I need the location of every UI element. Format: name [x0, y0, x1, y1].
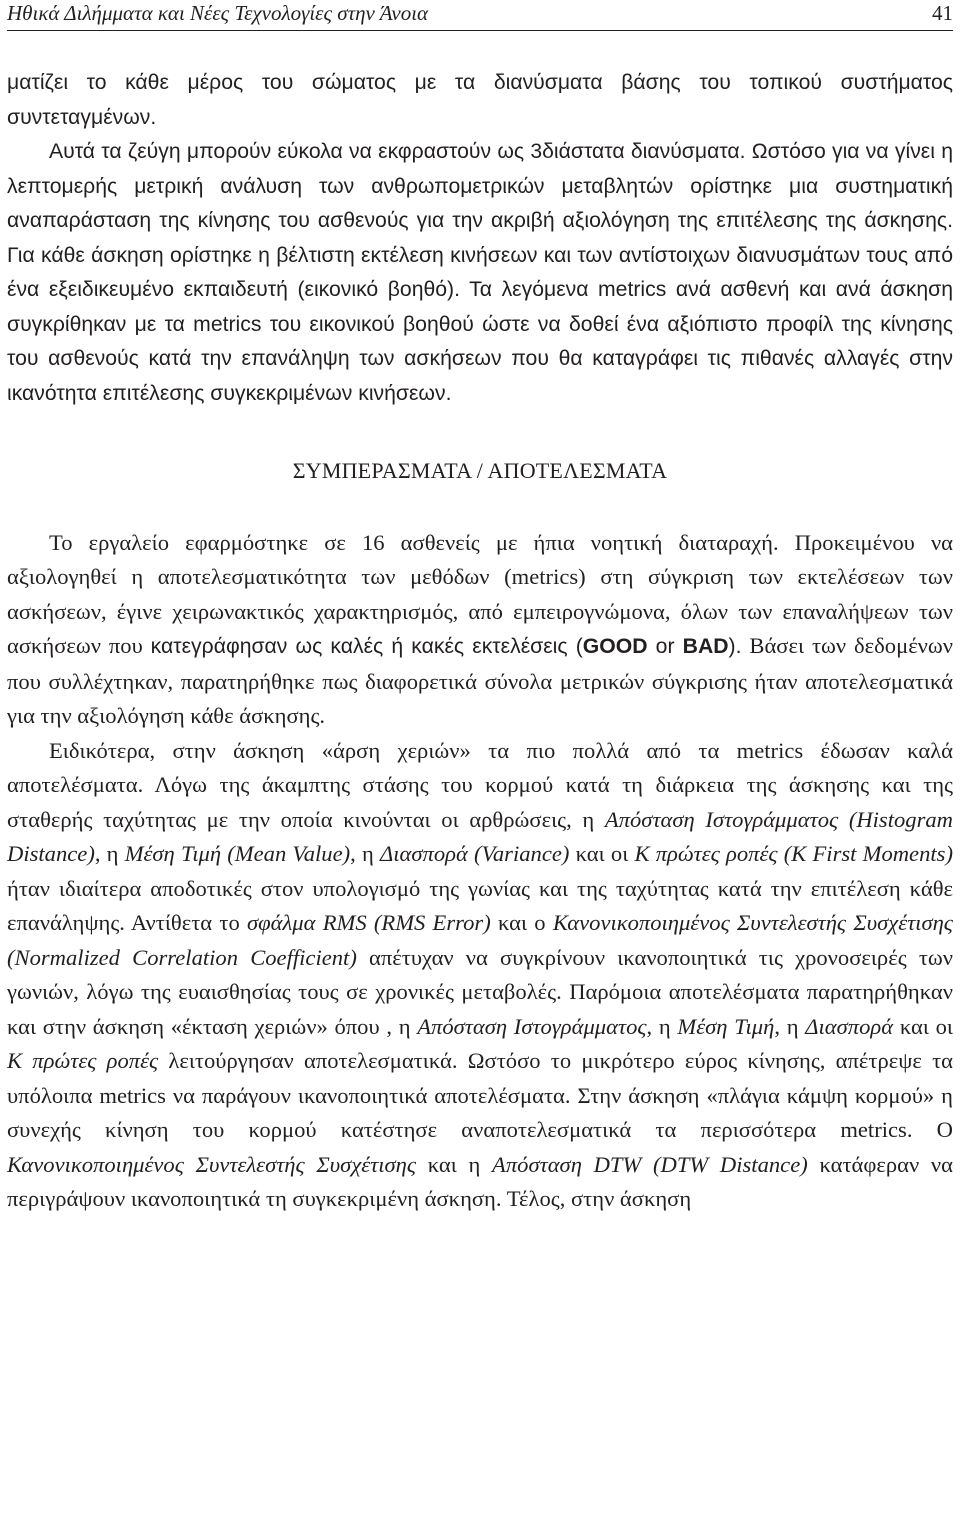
term-mean-value: Μέση Τιμή (Mean Value)	[124, 841, 351, 866]
text-span: και οι	[569, 841, 635, 866]
text-span: Βάσει των δεδομένων που συλλέχτηκαν, παρατηρήθηκε πως διαφορετικά σύνολα μετρικών σύγκρισης ήταν αποτελεσματικά για την αξιολόγηση κάθε άσκησης.	[7, 633, 953, 728]
term-histogram-distance-2: Απόσταση Ιστογράμματος	[417, 1013, 647, 1039]
text-span: και ο	[490, 910, 553, 935]
text-span: ήταν ιδιαίτερα αποδοτικές στον υπολογισμό της γωνίας και της ταχύτητας κατά την επιτέλεση κάθε επανάληψης. Αντίθετα το	[7, 875, 953, 935]
text-span: ματίζει το κάθε μέρος του σώματος με τα διανύσματα βάσης του τοπικού συστήματος συντεταγμένων.	[7, 71, 953, 129]
text-span: απέτυχαν να συγκρίνουν ικανοποιητικά τις χρονοσειρές των γωνιών, λόγω της ευαισθησίας τους σε χρονικές μεταβολές. Παρόμοια αποτελέσματα παρατηρήθηκαν και στην άσκηση «έκταση χεριών» όπου , η	[7, 944, 953, 1039]
paragraph-continuation	[7, 66, 953, 135]
text-span: κατάφεραν να περιγράψουν ικανοποιητικά τη συγκεκριμένη άσκηση. Τέλος, στην άσκηση	[7, 1151, 953, 1211]
term-histogram-distance: Απόσταση Ιστογράμματος (Histogram Distance)	[7, 806, 954, 866]
text-span: Τα λεγόμενα metrics ανά ασθενή και ανά άσκηση συγκρίθηκαν με τα metrics του εικονικού βοηθού ώστε να δοθεί ένα αξιόπιστο προφίλ της κίνησης του ασθενούς κατά την επανάληψη των ασκήσεων που θα καταγράφει τις πιθανές αλλαγές στην ικανότητα επιτέλεσης συγκεκριμένων κινήσεων.	[7, 278, 953, 405]
paragraph-results	[7, 526, 953, 734]
text-span	[151, 635, 742, 658]
text-span: , η	[646, 1013, 678, 1039]
text-span: Ωστόσο για να γίνει η λεπτομερής μετρική ανάλυση των ανθρωπομετρικών μεταβλητών ορίστηκε μια συστηματική αναπαράσταση της κίνησης του ασθενούς για την ακριβή αξιολόγηση της επιτέλεσης της άσκησης. Για κάθε άσκηση ορίστηκε η βέλτιστη εκτέλεση κινήσεων και των αντίστοιχων διανυσμάτων τους από ένα εξειδικευμένο εκπαιδευτή (εικονικό βοηθό).	[7, 140, 954, 301]
text-span: λειτούργησαν αποτελεσματικά. Ωστόσο το μικρότερο εύρος κίνησης, απέτρεψε τα υπόλοιπα metrics να παράγουν ικανοποιητικά αποτελέσματα. Στην άσκηση «πλάγια κάμψη κορμού» η συνεχής κίνηση του κορμού κατέστησε αναποτελεσματικά τα περισσότερα metrics. Ο	[7, 1048, 953, 1142]
paragraph-details	[7, 734, 953, 1217]
text-span: και οι	[893, 1013, 953, 1039]
term-variance: Διασπορά (Variance)	[380, 841, 570, 866]
header-title: Ηθικά Διλήμματα και Νέες Τεχνολογίες στην Άνοια	[7, 1, 429, 25]
text-span: , η	[774, 1013, 806, 1039]
text-span: και η	[416, 1151, 493, 1177]
term-normalized-correlation-2: Κανονικοποιημένος Συντελεστής Συσχέτισης	[7, 1151, 417, 1177]
term-dtw-distance: Απόσταση DTW (DTW Distance)	[492, 1151, 808, 1177]
text-span: or	[647, 635, 683, 658]
term-mean-value-2: Μέση Τιμή	[677, 1013, 775, 1039]
text-span: , η	[350, 841, 380, 866]
text-span: Λόγω της άκαμπτης στάσης του κορμού κατά τη διάρκεια της άσκησης και της σταθερής ταχύτητας με την οποία κινούνται οι αρθρώσεις, η	[7, 772, 953, 832]
bad-label: BAD	[682, 635, 729, 658]
term-k-first-moments: Κ πρώτες ροπές (K First Moments)	[634, 841, 953, 866]
term-k-first-moments-2: Κ πρώτες ροπές	[7, 1048, 159, 1073]
good-label: GOOD	[582, 635, 648, 658]
term-rms-error: σφάλμα RMS (RMS Error)	[247, 910, 491, 935]
page-number: 41	[932, 1, 953, 25]
term-variance-2: Διασπορά	[805, 1013, 894, 1039]
running-header	[7, 0, 953, 31]
body-text	[7, 66, 953, 1217]
paragraph-method	[7, 135, 953, 411]
text-span: κατεγράφησαν ως καλές ή κακές εκτελέσεις (	[150, 635, 583, 658]
text-span: ).	[728, 635, 742, 658]
text-span: Αυτά τα ζεύγη μπορούν εύκολα να εκφραστούν ως 3διάστατα διανύσματα.	[49, 140, 752, 163]
text-span: Ειδικότερα, στην άσκηση «άρση χεριών» τα πιο πολλά από τα metrics έδωσαν καλά αποτελέσματα.	[7, 737, 953, 797]
text-span: Το εργαλείο εφαρμόστηκε σε 16 ασθενείς με ήπια νοητική διαταραχή. Προκειμένου να αξιολογηθεί η αποτελεσματικότητα των μεθόδων (metrics) στη σύγκριση των εκτελέσεων των ασκήσεων, έγινε χειρωνακτικός χαρακτηρισμός, από εμπειρογνώμονα, όλων των επαναλήψεων των ασκήσεων που	[7, 529, 953, 658]
text-span: , η	[94, 841, 125, 866]
section-heading: ΣΥΜΠΕΡΑΣΜΑΤΑ / ΑΠΟΤΕΛΕΣΜΑΤΑ	[292, 458, 668, 483]
term-normalized-correlation: Κανονικοποιημένος Συντελεστής Συσχέτισης (Normalized Correlation Coefficient)	[7, 910, 953, 970]
